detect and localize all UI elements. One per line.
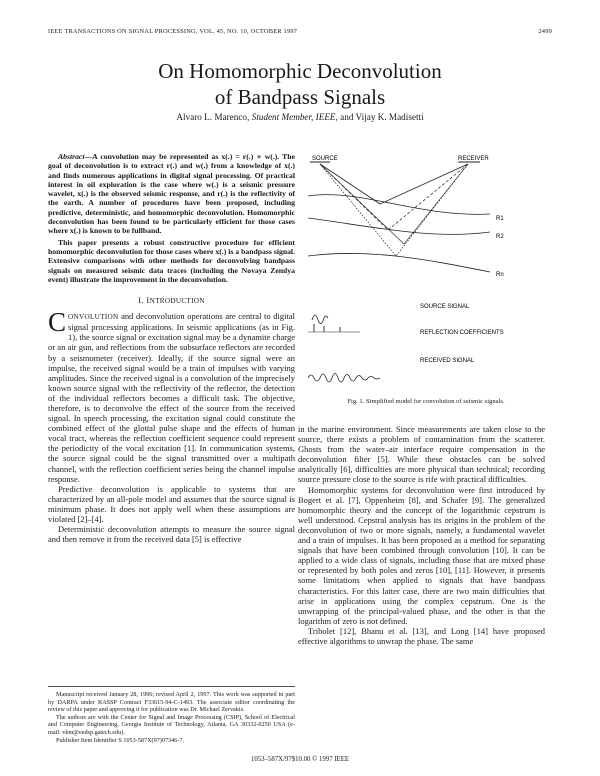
section-number: I. — [138, 296, 144, 306]
left-column — [48, 152, 295, 544]
right-paragraph-1: in the marine environment. Since measurements are taken close to the source, there exists a problem of contamination from the scatterer. Ghosts from the water–air interface require compensation in the deconvolution filter [5]. While these obstacles can be solved analytically [6], difficulties are more physical than technical; recording source pressure close to the source is rife with practical difficulties. — [298, 424, 545, 485]
right-paragraph-3: Tribolet [12], Bhanu et al. [13], and Long [14] have proposed effective algorithms to unwrap the phase. The same — [298, 625, 545, 646]
section-title-rest: NTRODUCTION — [149, 297, 205, 306]
abstract-text-1: A convolution may be represented as x(.) = r(.) ∗ w(.). The goal of deconvolution is to extract r(.) and w(.) from a knowledge of x(.) and finds numerous applications in digital signal processing. Of practical interest in oil exploration is the case where w(.) is a seismic pressure wavelet, x(.) is the observed seismic response, and r(.) is the reflectivity of the earth. A number of procedures have been proposed, including predictive, deterministic, and homomorphic deconvolution. Homomorphic deconvolution has been found to be particularly efficient for those cases where x(.) is known to be fullband. — [48, 152, 295, 236]
source-wavelet — [312, 315, 328, 324]
section-heading — [48, 296, 295, 305]
reflector-rn — [308, 253, 490, 272]
label-rn: Rn — [496, 272, 504, 278]
journal-header: IEEE TRANSACTIONS ON SIGNAL PROCESSING, VOL. 45, NO. 10, OCTOBER 1997 — [48, 28, 298, 35]
right-paragraph-2: Homomorphic systems for deconvolution were first introduced by Bogert et al. [7], Oppenheim [8], and Schafer [9]. The generalized homomorphic theory and the concept of the logarithmic cepstrum is well understood. Cepstral analysis has its origins in the problem of the deconvolution of two or more signals, namely, a fundamental wavelet and a train of impulses. It has been proposed as a method for separating signals that have been combined through convolution [10]. It can be applied to a wide class of signals, including those that are mixed phase or represented by both poles and zeros [10], [11]. However, it presents some limitations when applied to signals that have bandpass characteristics. For this latter case, there are two main difficulties that arise in applications using the complex cepstrum. One is the unwrapping of the principal-valued phase, and the other is that the logarithm of zero is not defined. — [298, 484, 545, 626]
label-source: SOURCE — [312, 156, 338, 162]
author-1: Alvaro L. Marenco, — [176, 112, 250, 122]
author-1-membership: Student Member, IEEE, — [251, 112, 338, 122]
drop-cap: C — [48, 307, 67, 338]
abstract-paragraph-1 — [48, 152, 295, 236]
received-waveform — [308, 374, 380, 383]
reflector-r2 — [308, 218, 490, 234]
copyright-footer: 1053–587X/97$10.00 © 1997 IEEE — [250, 756, 350, 763]
right-column — [298, 424, 545, 646]
paper-title — [48, 58, 552, 110]
figure-1 — [300, 148, 552, 408]
abstract-lead: Abstract— — [58, 152, 93, 161]
intro-paragraph-1 — [48, 307, 295, 484]
page-number: 2499 — [538, 28, 552, 35]
label-r2: R2 — [496, 234, 504, 240]
title-line-1: On Homomorphic Deconvolution — [158, 59, 442, 83]
footnote-identifier: Publisher Item Identifier S 1053-587X(97)07346-7. — [56, 736, 185, 744]
ray-path-r1 — [320, 164, 468, 204]
footnote-manuscript: Manuscript received January 28, 1996; revised April 2, 1997. This work was supported in part by DARPA under RASSP Contract F33615-94-C-1493. The associate editor coordinating the review of this paper and approving it for publication was Dr. Michael Zervakis. — [48, 691, 295, 714]
author-line — [48, 112, 552, 122]
seismic-model-diagram — [300, 148, 552, 398]
label-reflection-coefficients: REFLECTION COEFFICIENTS — [420, 330, 504, 336]
label-source-signal: SOURCE SIGNAL — [420, 304, 470, 310]
footnote-authors: The authors are with the Center for Signal and Image Processing (CSIP), School of Electrical and Computer Engineering, Georgia Institute of Technology, Atlanta, GA 30332-0250 USA (e-mail: vkm@eedsp.gatech.edu). — [48, 713, 295, 736]
abstract-paragraph-2: This paper presents a robust constructive procedure for efficient homomorphic deconvolution for those cases where x(.) is a bandpass signal. Extensive comparisons with other methods for deconvolving bandpass signals on measured seismic data traces (including the Novaya Zemlya event) illustrate the improvement in the deconvolution. — [48, 237, 295, 284]
label-received-signal: RECEIVED SIGNAL — [420, 358, 475, 364]
intro-paragraph-2: Predictive deconvolution is applicable to systems that are characterized by an all-pole model and assumes that the source signal is minimum phase. It does not apply well when these assumptions are violated [2]–[4]. — [48, 483, 295, 525]
intro-paragraph-1-text: and deconvolution operations are central to digital signal processing applications. In seismic applications (as in Fig. 1), the source signal or excitation signal may be a dynamite charge or an air gun, and reflections from the subsurface reflectors are recorded by a seismometer (receiver). Ideally, if the source signal were an impulse, the received signal would be a train of impulses with varying amplitudes. Since the received signal is a convolution of the imprecisely known source signal with the reflectivity of the reflector, the detection of the individual reflectors becomes a difficult task. The objective, therefore, is to deconvolve the effect of the source from the received signal. In speech processing, the excitation signal could constitute the combined effect of the glottal pulse shape and the effects of human vocal tract, whereas the reflection coefficient sequence could represent the periodicity of the vocal excitation [1]. In communication systems, the source signal could be the signal transmitted over a multipath channel, with the reflection coefficient series being the channel impulse response. — [48, 311, 295, 484]
label-r1: R1 — [496, 216, 504, 222]
author-2: and Vijay K. Madisetti — [340, 112, 424, 122]
drop-cap-word: ONVOLUTION — [68, 313, 119, 322]
intro-paragraph-3: Deterministic deconvolution attempts to measure the source signal and then remove it from the received data [5] is effective — [48, 524, 295, 545]
title-line-2: of Bandpass Signals — [214, 85, 386, 109]
reflector-r1 — [308, 195, 490, 215]
section-title-initial: I — [146, 296, 150, 306]
figure-caption: Fig. 1. Simplified model for convolution of seismic signals. — [347, 398, 505, 405]
label-receiver: RECEIVER — [458, 156, 489, 162]
footnotes — [48, 686, 295, 744]
ray-path-rn — [320, 164, 468, 256]
